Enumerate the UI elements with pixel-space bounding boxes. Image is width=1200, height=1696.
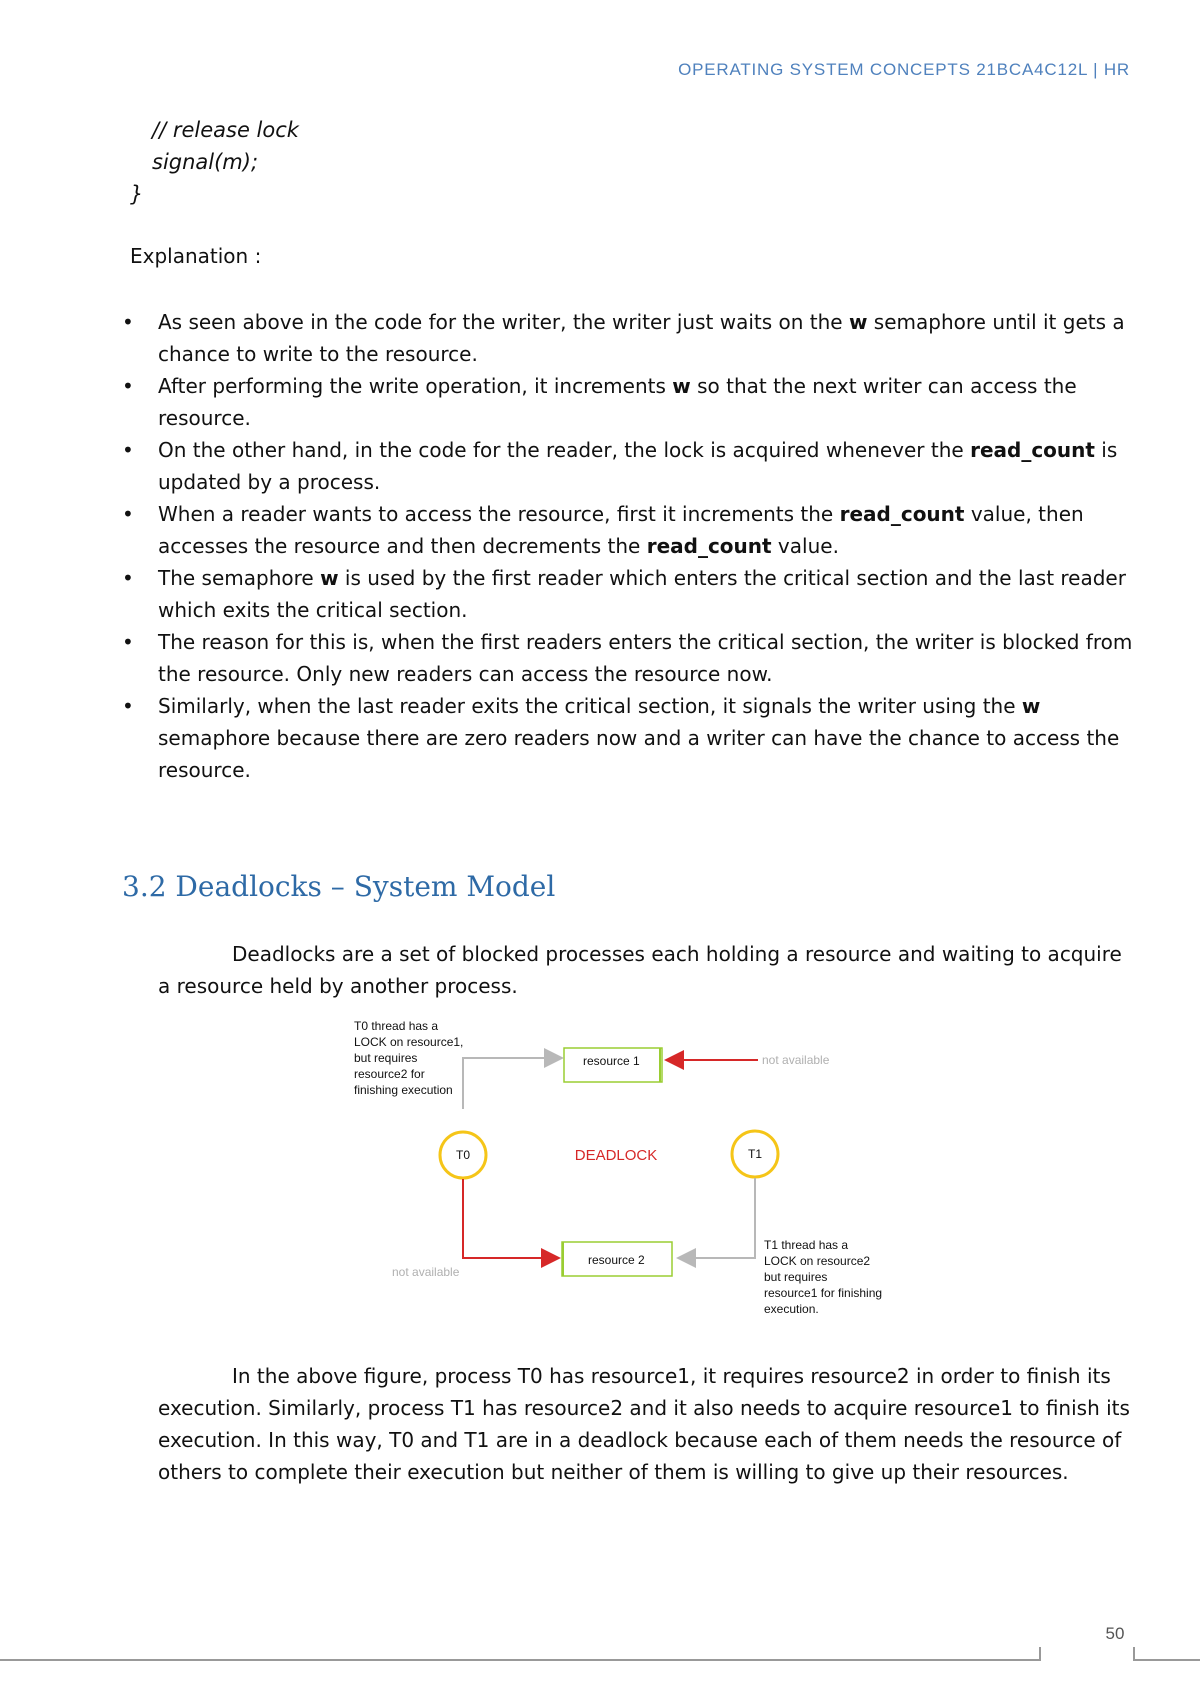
bold-term: w: [848, 310, 868, 334]
t0-note-line: T0 thread has a: [354, 1019, 439, 1033]
list-item-text: semaphore because there are zero readers now and a writer can have the chance to access the resource.: [158, 726, 1120, 782]
list-item-text: Similarly, when the last reader exits the critical section, it signals the writer using the: [158, 694, 1022, 718]
list-item: [120, 370, 1140, 434]
not-available-label: not available: [762, 1053, 830, 1067]
running-header: OPERATING SYSTEM CONCEPTS 21BCA4C12L | HR: [678, 60, 1130, 79]
t1-note-line: execution.: [764, 1302, 819, 1316]
list-item: [120, 306, 1140, 370]
list-item-text: value.: [771, 534, 839, 558]
page-number: 50: [1105, 1624, 1125, 1643]
t1-note-line: resource1 for finishing: [764, 1286, 883, 1300]
deadlock-figure: [350, 1018, 910, 1318]
list-item-text: is updated by a process.: [158, 438, 1118, 494]
list-item-text: When a reader wants to access the resource, first it increments the: [158, 502, 840, 526]
list-item: [120, 690, 1140, 786]
list-item-text: After performing the write operation, it increments: [158, 374, 673, 398]
t0-label: T0: [455, 1148, 471, 1162]
list-item-text: On the other hand, in the code for the reader, the lock is acquired whenever the: [158, 438, 971, 462]
code-line-comment: // release lock: [152, 118, 299, 142]
t1-note: [764, 1238, 885, 1316]
list-item-text: value, then accesses the resource and then decrements the: [158, 502, 1084, 558]
bold-term: read_count: [839, 502, 965, 526]
list-item: [120, 562, 1140, 626]
t0-note-line: but requires: [354, 1051, 418, 1065]
code-snippet: [130, 114, 299, 210]
t0-note-line: resource2 for: [354, 1067, 425, 1081]
t0-request-arrow: [463, 1058, 560, 1109]
list-item-text: As seen above in the code for the writer, the writer just waits on the: [158, 310, 849, 334]
intro-paragraph: Deadlocks are a set of blocked processes each holding a resource and waiting to acquire a resource held by another process.: [158, 942, 1122, 998]
t1-note-line: but requires: [764, 1270, 828, 1284]
list-item-text: semaphore until it gets a chance to write to the resource.: [158, 310, 1125, 366]
code-line-signal: signal(m);: [152, 150, 259, 174]
bold-term: read_count: [646, 534, 772, 558]
list-item-text: is used by the first reader which enters the critical section and the last reader which exits the critical section.: [158, 566, 1126, 622]
list-item: [120, 626, 1140, 690]
bold-term: w: [672, 374, 691, 398]
list-item: [120, 498, 1140, 562]
deadlock-diagram: [350, 1018, 910, 1318]
t0-note-line: finishing execution: [354, 1083, 453, 1097]
t1-label: T1: [747, 1147, 763, 1161]
bold-term: w: [320, 566, 339, 590]
deadlock-label: DEADLOCK: [574, 1147, 658, 1164]
resource1-label: resource 1: [583, 1054, 640, 1068]
code-line-brace: }: [130, 182, 144, 206]
bold-term: read_count: [970, 438, 1095, 462]
t0-note-line: LOCK on resource1,: [354, 1035, 464, 1049]
list-item: [120, 434, 1140, 498]
explanation-label: Explanation :: [130, 244, 262, 268]
not-available-label: not available: [392, 1265, 460, 1279]
t1-request-arrow: [680, 1178, 755, 1258]
resource2-label: resource 2: [588, 1253, 645, 1267]
figure-explanation-paragraph: In the above figure, process T0 has resource1, it requires resource2 in order to finish its execution. Similarly, process T1 has resource2 and it also needs to acquire resource1 to finish its execution. In this way, T0 and T1 are in a deadlock because each of them needs the resource of others to complete their execution but neither of them is willing to give up their resources.: [158, 1364, 1130, 1484]
explanation-list: [120, 306, 1140, 786]
t0-holds-arrow: [463, 1179, 557, 1258]
t1-note-line: LOCK on resource2: [764, 1254, 871, 1268]
section-heading: 3.2 Deadlocks – System Model: [122, 870, 556, 903]
t0-note: [354, 1019, 467, 1097]
bold-term: w: [1021, 694, 1041, 718]
list-item-text: The semaphore: [158, 566, 321, 590]
t1-note-line: T1 thread has a: [764, 1238, 849, 1252]
footer-rule: [0, 1647, 1200, 1667]
list-item-text: The reason for this is, when the first readers enters the critical section, the writer is blocked from the resource. Only new readers can access the resource now.: [158, 630, 1133, 686]
list-item-text: so that the next writer can access the resource.: [158, 374, 1077, 430]
